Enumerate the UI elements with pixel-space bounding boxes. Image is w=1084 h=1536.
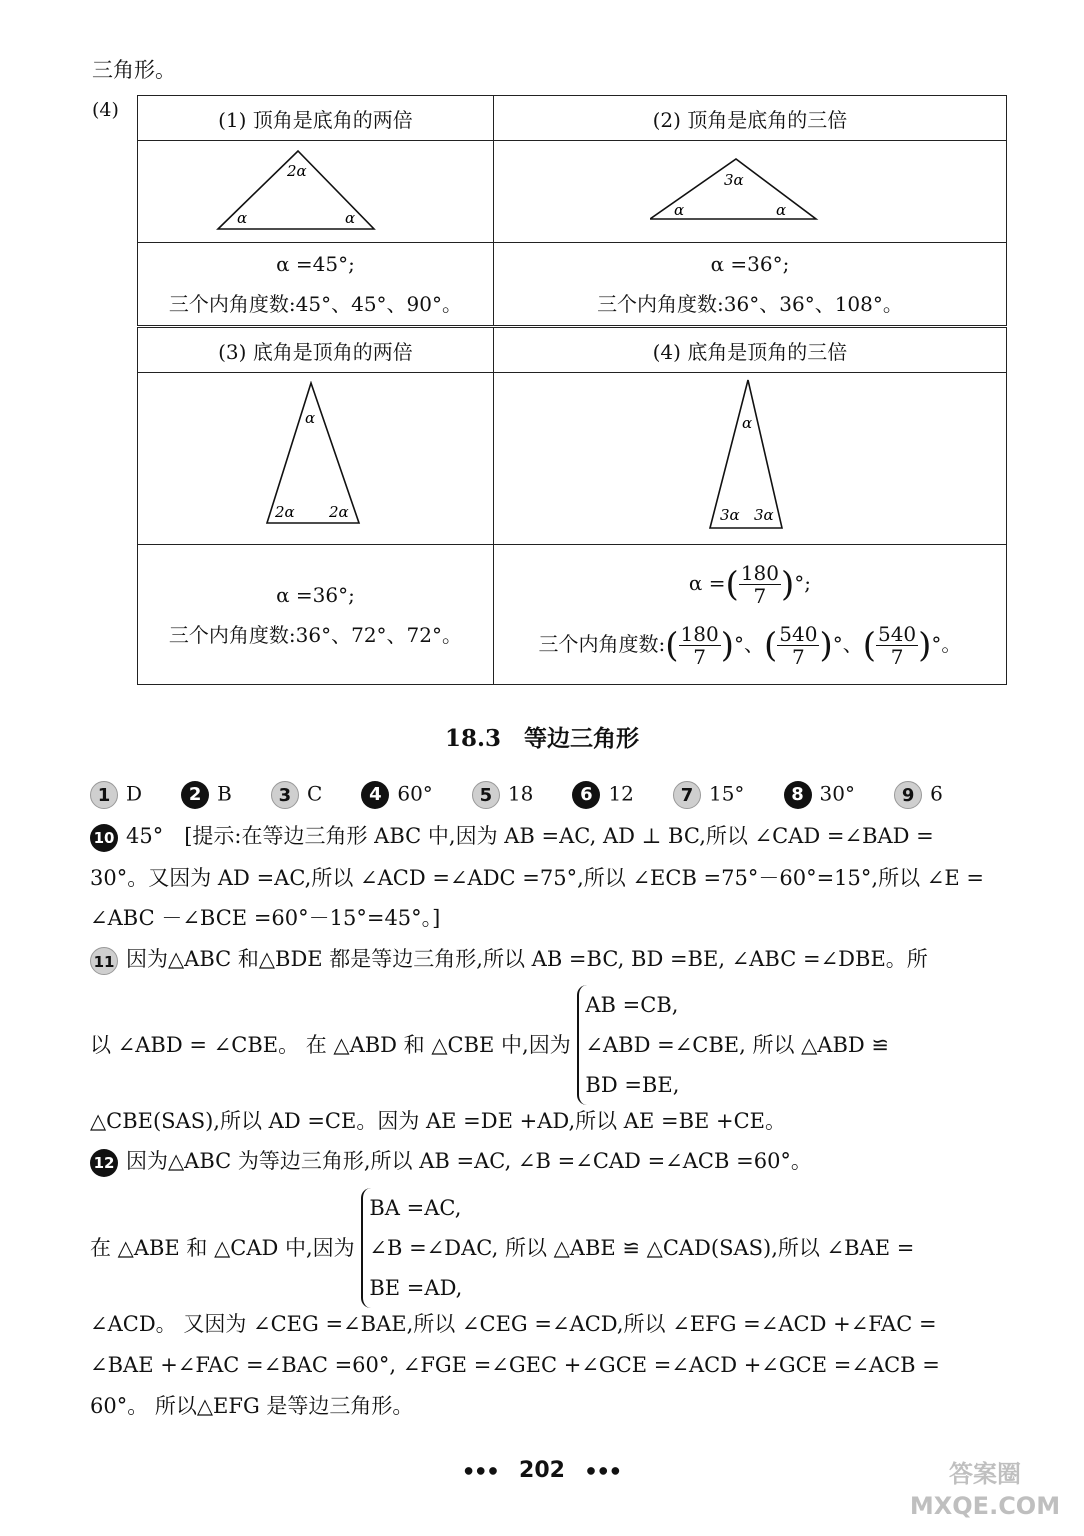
apex-label-1: 2α bbox=[287, 162, 308, 180]
cell-1-figure bbox=[138, 141, 494, 243]
q12-system-line: 在 △ABE 和 △CAD 中,因为 BA =AC, ∠B =∠DAC, BE =AD, 所以 △ABE ≌ △CAD(SAS),所以 ∠BAE = bbox=[90, 1188, 914, 1308]
q11-line1: 11 因为△ABC 和△BDE 都是等边三角形,所以 AB =BC, BD =BE, ∠ABC =∠DBE。所 bbox=[90, 945, 928, 975]
q11-system-line: 以 ∠ABD = ∠CBE。 在 △ABD 和 △CBE 中,因为 AB =CB, ∠ABD =∠CBE, BD =BE, 所以 △ABD ≌ bbox=[90, 985, 889, 1105]
cell-1-angles: 三个内角度数:45°、45°、90°。 bbox=[168, 292, 463, 316]
cell-2-angles: 三个内角度数:36°、36°、108°。 bbox=[597, 292, 903, 316]
triangle-figure-2 bbox=[650, 141, 850, 237]
cell-4-alpha-prefix: α = bbox=[688, 570, 726, 595]
q4-badge: 4 bbox=[361, 781, 389, 809]
q9-badge: 9 bbox=[894, 781, 922, 809]
cell-3-result bbox=[138, 545, 494, 685]
base-left-label-4: 3α bbox=[719, 506, 740, 524]
base-right-label-4: 3α bbox=[753, 506, 774, 524]
page-number: 202 bbox=[519, 1458, 565, 1483]
q8-badge: 8 bbox=[784, 781, 812, 809]
cell-3-angles: 三个内角度数:36°、72°、72°。 bbox=[168, 622, 463, 647]
apex-label-3: α bbox=[305, 409, 316, 427]
q12-line4: ∠BAE +∠FAC =∠BAC =60°, ∠FGE =∠GEC +∠GCE =∠ACD +∠GCE =∠ACB = bbox=[90, 1353, 940, 1377]
q10-line1: 10 45° [提示:在等边三角形 ABC 中,因为 AB =AC, AD ⊥ BC,所以 ∠CAD =∠BAD = bbox=[90, 822, 934, 852]
cell-2-figure bbox=[493, 141, 1006, 243]
triangle-figure-1 bbox=[215, 141, 415, 237]
apex-label-4: α bbox=[741, 414, 753, 432]
cell-4-alpha-suffix: °; bbox=[794, 570, 812, 595]
cell-2-alpha: α =36°; bbox=[710, 252, 790, 276]
cell-3-figure bbox=[138, 373, 494, 545]
q10-line3: ∠ABC －∠BCE =60°－15°=45°。] bbox=[90, 906, 441, 930]
cell-4-title: (4) 底角是顶角的三倍 bbox=[493, 327, 1006, 373]
q12-line3: ∠ACD。 又因为 ∠CEG =∠BAE,所以 ∠CEG =∠ACD,所以 ∠EFG =∠ACD +∠FAC = bbox=[90, 1312, 937, 1336]
triangle-figure-3 bbox=[255, 381, 375, 531]
base-left-label-3: 2α bbox=[275, 503, 296, 521]
q7-badge: 7 bbox=[673, 781, 701, 809]
cell-4-result bbox=[493, 545, 1006, 685]
q10-badge: 10 bbox=[90, 824, 118, 852]
apex-label-2: 3α bbox=[723, 171, 744, 189]
q10-line2: 30°。又因为 AD =AC,所以 ∠ACD =∠ADC =75°,所以 ∠ECB =75°－60°=15°,所以 ∠E = bbox=[90, 866, 984, 890]
watermark: 答案圈 MXQE.COM bbox=[909, 1460, 1061, 1520]
q11-condition-system: AB =CB, ∠ABD =∠CBE, BD =BE, bbox=[577, 985, 745, 1105]
q12-condition-system: BA =AC, ∠B =∠DAC, BE =AD, bbox=[361, 1188, 498, 1308]
q6-badge: 6 bbox=[572, 781, 600, 809]
q4-answer: 60° bbox=[397, 781, 433, 806]
q3-answer: C bbox=[306, 781, 323, 806]
triangle-table bbox=[137, 95, 1007, 685]
q9-answer: 6 bbox=[930, 781, 943, 806]
intro-tail: 三角形。 bbox=[92, 58, 176, 82]
q12-line1: 12 因为△ABC 为等边三角形,所以 AB =AC, ∠B =∠CAD =∠ACB =60°。 bbox=[90, 1147, 812, 1177]
q2-badge: 2 bbox=[181, 781, 209, 809]
cell-4-angles: 三个内角度数:( $\frac{180}{7}$ )°、( $\frac{540}{7}$ )°、( $\frac{540}{7}$ )°。 bbox=[538, 621, 962, 669]
q6-answer: 12 bbox=[608, 781, 634, 806]
q12-line5: 60°。 所以△EFG 是等边三角形。 bbox=[90, 1394, 414, 1418]
cell-4-alpha: α =( $\frac{180}{7}$ )°; bbox=[688, 560, 812, 608]
section-title: 18.3 等边三角形 bbox=[444, 725, 640, 752]
q5-answer: 18 bbox=[507, 781, 534, 806]
answer-row bbox=[90, 781, 977, 809]
part-label: (4) bbox=[92, 99, 119, 121]
cell-4-alpha-fraction: $\frac{180}{7}$ bbox=[740, 560, 779, 608]
q3-badge: 3 bbox=[271, 781, 299, 809]
cell-2-title: (2) 顶角是底角的三倍 bbox=[493, 96, 1006, 141]
cell-1-result bbox=[138, 243, 494, 327]
q7-answer: 15° bbox=[708, 781, 745, 806]
base-right-label-3: 2α bbox=[329, 503, 350, 521]
q5-badge: 5 bbox=[472, 781, 500, 809]
triangle-figure-4 bbox=[690, 376, 810, 536]
q11-badge: 11 bbox=[90, 947, 118, 975]
q8-answer: 30° bbox=[819, 781, 855, 806]
q1-answer: D bbox=[126, 781, 143, 806]
base-right-label-2: α bbox=[775, 201, 787, 219]
cell-3-alpha: α =36°; bbox=[276, 582, 355, 607]
cell-1-alpha: α =45°; bbox=[276, 252, 355, 276]
page-footer: ● ● ● 202 ● ● ● bbox=[464, 1458, 620, 1483]
q12-badge: 12 bbox=[90, 1149, 118, 1177]
base-left-label-2: α bbox=[673, 201, 685, 219]
cell-3-title: (3) 底角是顶角的两倍 bbox=[138, 327, 494, 373]
cell-2-result bbox=[493, 243, 1006, 327]
base-right-label-1: α bbox=[345, 209, 356, 227]
cell-4-figure bbox=[493, 373, 1006, 545]
q1-badge: 1 bbox=[90, 781, 118, 809]
base-left-label-1: α bbox=[237, 209, 248, 227]
cell-1-title: (1) 顶角是底角的两倍 bbox=[138, 96, 494, 141]
q11-line3: △CBE(SAS),所以 AD =CE。因为 AE =DE +AD,所以 AE =BE +CE。 bbox=[90, 1109, 787, 1133]
q2-answer: B bbox=[217, 781, 232, 806]
